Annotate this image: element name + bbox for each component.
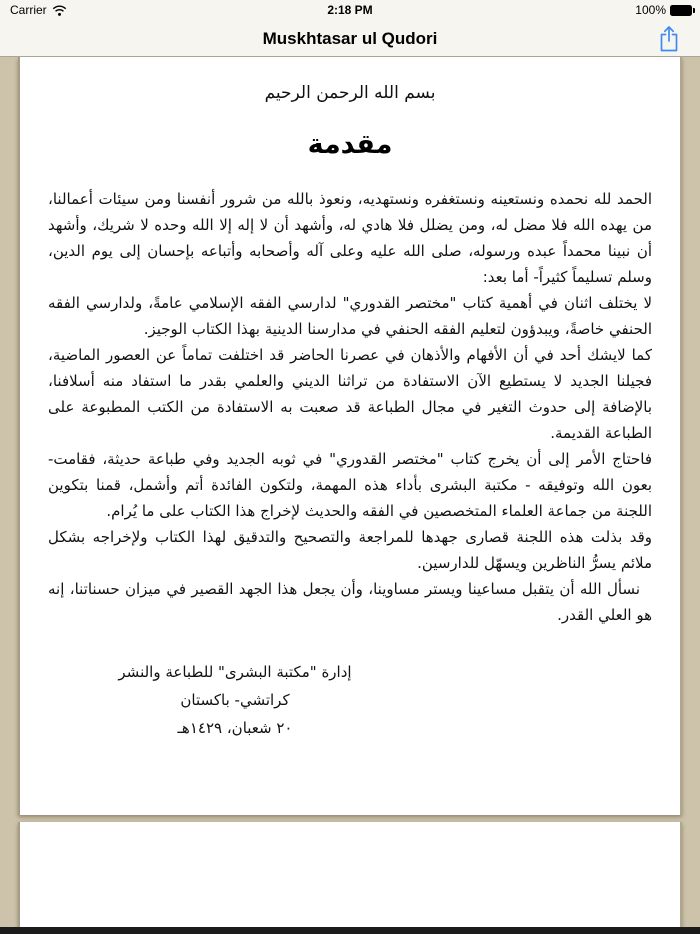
clock: 2:18 PM [327,3,373,17]
paragraph: الحمد لله نحمده ونستعينه ونستغفره ونستهديه، ونعوذ بالله من شرور أنفسنا ومن سيئات أعمالنا، من يهده الله فلا مضل له، ومن يضلل فلا هادي له، وأشهد أن لا إله إلا الله وحده لا شريك، وأشهد أن نبينا محمداً عبده ورسوله، صلى الله عليه وعلى آله وأصحابه وأتباعه بإحسان إلى يوم الدين، وسلم تسليماً كثيراً- أما بعد: [48,190,652,286]
bismillah-text: بسم الله الرحمن الرحيم [264,83,436,103]
battery-icon [670,5,692,16]
share-button[interactable] [654,25,684,55]
signature-line-publisher: إدارة "مكتبة البشرى" للطباعة والنشر [118,663,352,681]
paragraph: وقد بذلت هذه اللجنة قصارى جهدها للمراجعة والتصحيح والتدقيق لهذا الكتاب ولإخراجه بشكل ملائم يسرُّ الناظرين ويسهّل للدارسين. [48,528,652,572]
paragraph: نسأل الله أن يتقبل مساعينا ويستر مساوينا، وأن يجعل هذا الجهد القصير في ميزان حسناتنا، إنه هو العلي القدر. [48,580,652,624]
status-bar [0,0,700,20]
status-bar-right [635,3,692,17]
nav-bar [0,20,700,57]
signature-block [100,658,370,742]
signature-line-place: كراتشي- باكستان [180,691,290,709]
body-text [48,186,652,628]
book-page-current[interactable] [18,57,682,815]
chapter-heading: مقدمة [307,129,393,160]
paragraph: فاحتاج الأمر إلى أن يخرج كتاب "مختصر القدوري" في ثوبه الجديد وفي طباعة حديثة، فقامت- بعون الله وتوفيقه - مكتبة البشرى بأداء هذه المهمة، ولتكون الفائدة أتم وأشمل، قمنا بتكوين اللجنة من جماعة العلماء المتخصصين في الفقه والحديث لإخراج هذا الكتاب على ما يُرام. [48,450,652,520]
share-icon [656,25,682,53]
paragraph: كما لايشك أحد في أن الأفهام والأذهان في عصرنا الحاضر قد اختلفت تماماً عن العصور الماضية، فجيلنا الجديد لا يستطيع الآن الاستفادة من تراثنا الديني والعلمي بقدر ما استفاد منه أسلافنا، بالإضافة إلى حدوث التغير في مجال الطباعة قد صعبت به الاستفادة من الكتب المطبوعة على الطباعة القديمة. [48,346,652,442]
signature-line-date: ٢٠ شعبان، ١٤٢٩هـ [177,719,293,737]
book-page-next[interactable] [18,822,682,927]
battery-percent: 100% [635,3,666,17]
bottom-bar [0,927,700,934]
paragraph: لا يختلف اثنان في أهمية كتاب "مختصر القدوري" لدارسي الفقه الإسلامي عامةً، ولدارسي الفقه الحنفي خاصةً، ويبدؤون لتعليم الفقه الحنفي في مدارسنا الدينية بهذا الكتاب الوجيز. [48,294,652,338]
page-title: Muskhtasar ul Qudori [262,29,438,48]
carrier-label: Carrier [10,3,47,17]
